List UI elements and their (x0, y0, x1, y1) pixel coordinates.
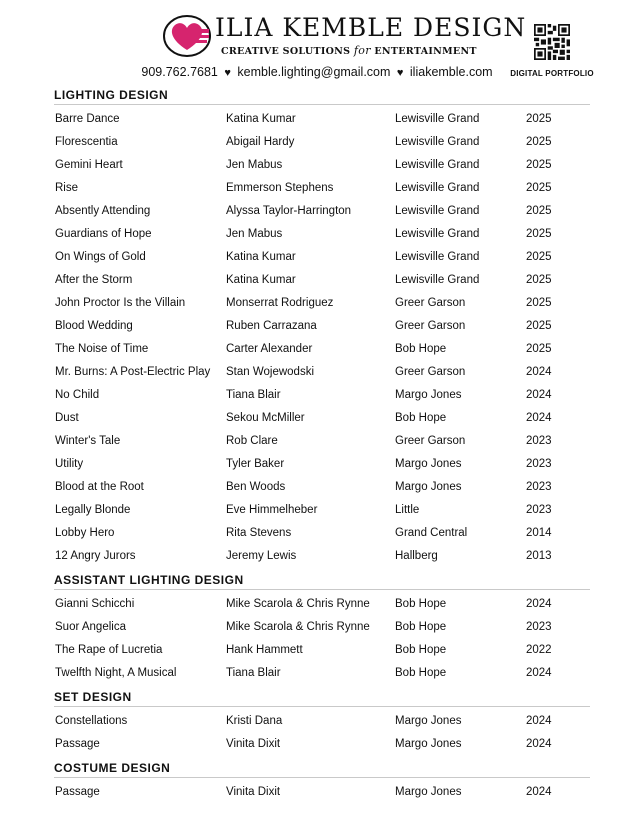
credit-row (54, 639, 590, 662)
director-name: Stan Wojewodski (226, 366, 314, 378)
credit-row (54, 177, 590, 200)
venue-name: Margo Jones (395, 389, 462, 401)
director-name: Katina Kumar (226, 274, 296, 286)
venue-name: Bob Hope (395, 343, 447, 355)
website-link[interactable]: iliakemble.com (409, 65, 493, 79)
year: 2025 (526, 274, 552, 286)
year: 2025 (526, 136, 552, 148)
brand-logo (163, 12, 527, 60)
section-title: LIGHTING DESIGN (54, 86, 590, 105)
year: 2024 (526, 412, 552, 424)
venue-name: Bob Hope (395, 412, 447, 424)
venue-name: Greer Garson (395, 320, 466, 332)
director-name: Vinita Dixit (226, 786, 281, 798)
year: 2025 (526, 182, 552, 194)
credit-row (54, 710, 590, 733)
venue-name: Lewisville Grand (395, 182, 480, 194)
credit-row (54, 315, 590, 338)
production-title: Passage (55, 738, 100, 750)
year: 2024 (526, 667, 552, 679)
director-name: Abigail Hardy (226, 136, 295, 148)
year: 2023 (526, 504, 552, 516)
venue-name: Margo Jones (395, 786, 462, 798)
qr-code-icon[interactable] (534, 24, 570, 60)
year: 2025 (526, 113, 552, 125)
venue-name: Lewisville Grand (395, 136, 480, 148)
production-title: Gianni Schicchi (55, 598, 135, 610)
year: 2025 (526, 205, 552, 217)
venue-name: Greer Garson (395, 297, 466, 309)
year: 2024 (526, 389, 552, 401)
director-name: Alyssa Taylor-Harrington (226, 205, 352, 217)
section-set-design (54, 688, 590, 759)
year: 2025 (526, 320, 552, 332)
qr-label: DIGITAL PORTFOLIO (510, 69, 594, 78)
year: 2025 (526, 343, 552, 355)
year: 2024 (526, 738, 552, 750)
year: 2014 (526, 527, 552, 539)
production-title: John Proctor Is the Villain (55, 297, 186, 309)
year: 2025 (526, 159, 552, 171)
director-name: Katina Kumar (226, 251, 296, 263)
credit-row (54, 616, 590, 639)
venue-name: Grand Central (395, 527, 468, 539)
year: 2023 (526, 435, 552, 447)
year: 2024 (526, 786, 552, 798)
director-name: Rob Clare (226, 435, 278, 447)
production-title: Blood at the Root (55, 481, 144, 493)
venue-name: Lewisville Grand (395, 251, 480, 263)
heart-separator-icon: ♥ (396, 67, 404, 79)
production-title: The Rape of Lucretia (55, 644, 163, 656)
year: 2023 (526, 458, 552, 470)
director-name: Jen Mabus (226, 228, 283, 240)
director-name: Ruben Carrazana (226, 320, 317, 332)
credit-row (54, 522, 590, 545)
director-name: Tiana Blair (226, 667, 281, 679)
venue-name: Bob Hope (395, 621, 447, 633)
venue-name: Lewisville Grand (395, 205, 480, 217)
credit-row (54, 338, 590, 361)
section-title: COSTUME DESIGN (54, 759, 590, 778)
production-title: Florescentia (55, 136, 118, 148)
credit-row (54, 499, 590, 522)
production-title: Lobby Hero (55, 527, 115, 539)
director-name: Mike Scarola & Chris Rynne (226, 598, 370, 610)
production-title: Utility (55, 458, 84, 470)
venue-name: Lewisville Grand (395, 228, 480, 240)
year: 2024 (526, 598, 552, 610)
year: 2024 (526, 366, 552, 378)
director-name: Hank Hammett (226, 644, 303, 656)
production-title: Gemini Heart (55, 159, 123, 171)
venue-name: Little (395, 504, 420, 516)
production-title: The Noise of Time (55, 343, 149, 355)
credit-row (54, 430, 590, 453)
venue-name: Greer Garson (395, 435, 466, 447)
production-title: Absently Attending (55, 205, 151, 217)
year: 2013 (526, 550, 552, 562)
venue-name: Lewisville Grand (395, 159, 480, 171)
credit-row (54, 361, 590, 384)
credit-row (54, 154, 590, 177)
credit-row (54, 545, 590, 568)
production-title: Mr. Burns: A Post-Electric Play (55, 366, 211, 378)
production-title: 12 Angry Jurors (55, 550, 136, 562)
credit-row (54, 246, 590, 269)
production-title: Winter's Tale (55, 435, 121, 447)
production-title: Passage (55, 786, 100, 798)
director-name: Monserrat Rodriguez (226, 297, 334, 309)
director-name: Sekou McMiller (226, 412, 305, 424)
tagline-for: for (353, 44, 371, 57)
year: 2023 (526, 481, 552, 493)
credit-row (54, 593, 590, 616)
production-title: Constellations (55, 715, 128, 727)
credit-row (54, 662, 590, 685)
production-title: On Wings of Gold (55, 251, 146, 263)
production-title: Barre Dance (55, 113, 120, 125)
director-name: Eve Himmelheber (226, 504, 318, 516)
director-name: Rita Stevens (226, 527, 292, 539)
credit-row (54, 292, 590, 315)
credit-row (54, 781, 590, 804)
venue-name: Bob Hope (395, 598, 447, 610)
director-name: Tiana Blair (226, 389, 281, 401)
year: 2025 (526, 297, 552, 309)
production-title: Dust (55, 412, 79, 424)
heart-logo-icon (163, 14, 215, 58)
phone-number: 909.762.7681 (141, 65, 218, 79)
section-title: SET DESIGN (54, 688, 590, 707)
credit-row (54, 269, 590, 292)
director-name: Katina Kumar (226, 113, 296, 125)
section-lighting-design (54, 86, 590, 571)
page-header (0, 0, 640, 88)
production-title: Blood Wedding (55, 320, 133, 332)
production-title: No Child (55, 389, 100, 401)
year: 2022 (526, 644, 552, 656)
tagline-post: ENTERTAINMENT (374, 46, 477, 57)
year: 2025 (526, 251, 552, 263)
resume-content (54, 86, 590, 807)
brand-tagline (221, 44, 477, 57)
production-title: Rise (55, 182, 79, 194)
director-name: Ben Woods (226, 481, 286, 493)
brand-name: ILIA KEMBLE DESIGN (215, 13, 527, 42)
year: 2024 (526, 715, 552, 727)
director-name: Kristi Dana (226, 715, 283, 727)
director-name: Jen Mabus (226, 159, 283, 171)
venue-name: Margo Jones (395, 715, 462, 727)
credit-row (54, 733, 590, 756)
director-name: Vinita Dixit (226, 738, 281, 750)
production-title: After the Storm (55, 274, 133, 286)
credit-row (54, 453, 590, 476)
credit-row (54, 384, 590, 407)
credit-row (54, 223, 590, 246)
tagline-pre: CREATIVE SOLUTIONS (221, 46, 351, 57)
director-name: Tyler Baker (226, 458, 285, 470)
venue-name: Lewisville Grand (395, 113, 480, 125)
director-name: Carter Alexander (226, 343, 313, 355)
year: 2023 (526, 621, 552, 633)
director-name: Mike Scarola & Chris Rynne (226, 621, 370, 633)
credit-row (54, 131, 590, 154)
director-name: Emmerson Stephens (226, 182, 334, 194)
venue-name: Margo Jones (395, 738, 462, 750)
venue-name: Bob Hope (395, 644, 447, 656)
credit-row (54, 108, 590, 131)
email-link[interactable]: kemble.lighting@gmail.com (237, 65, 391, 79)
section-title: ASSISTANT LIGHTING DESIGN (54, 571, 590, 590)
venue-name: Hallberg (395, 550, 438, 562)
production-title: Twelfth Night, A Musical (55, 667, 177, 679)
venue-name: Bob Hope (395, 667, 447, 679)
venue-name: Margo Jones (395, 458, 462, 470)
venue-name: Margo Jones (395, 481, 462, 493)
production-title: Legally Blonde (55, 504, 131, 516)
credit-row (54, 407, 590, 430)
section-assistant-lighting-design (54, 571, 590, 688)
credit-row (54, 476, 590, 499)
section-costume-design (54, 759, 590, 807)
credit-row (54, 200, 590, 223)
director-name: Jeremy Lewis (226, 550, 297, 562)
production-title: Suor Angelica (55, 621, 126, 633)
venue-name: Lewisville Grand (395, 274, 480, 286)
production-title: Guardians of Hope (55, 228, 152, 240)
venue-name: Greer Garson (395, 366, 466, 378)
year: 2025 (526, 228, 552, 240)
heart-separator-icon: ♥ (224, 67, 231, 79)
